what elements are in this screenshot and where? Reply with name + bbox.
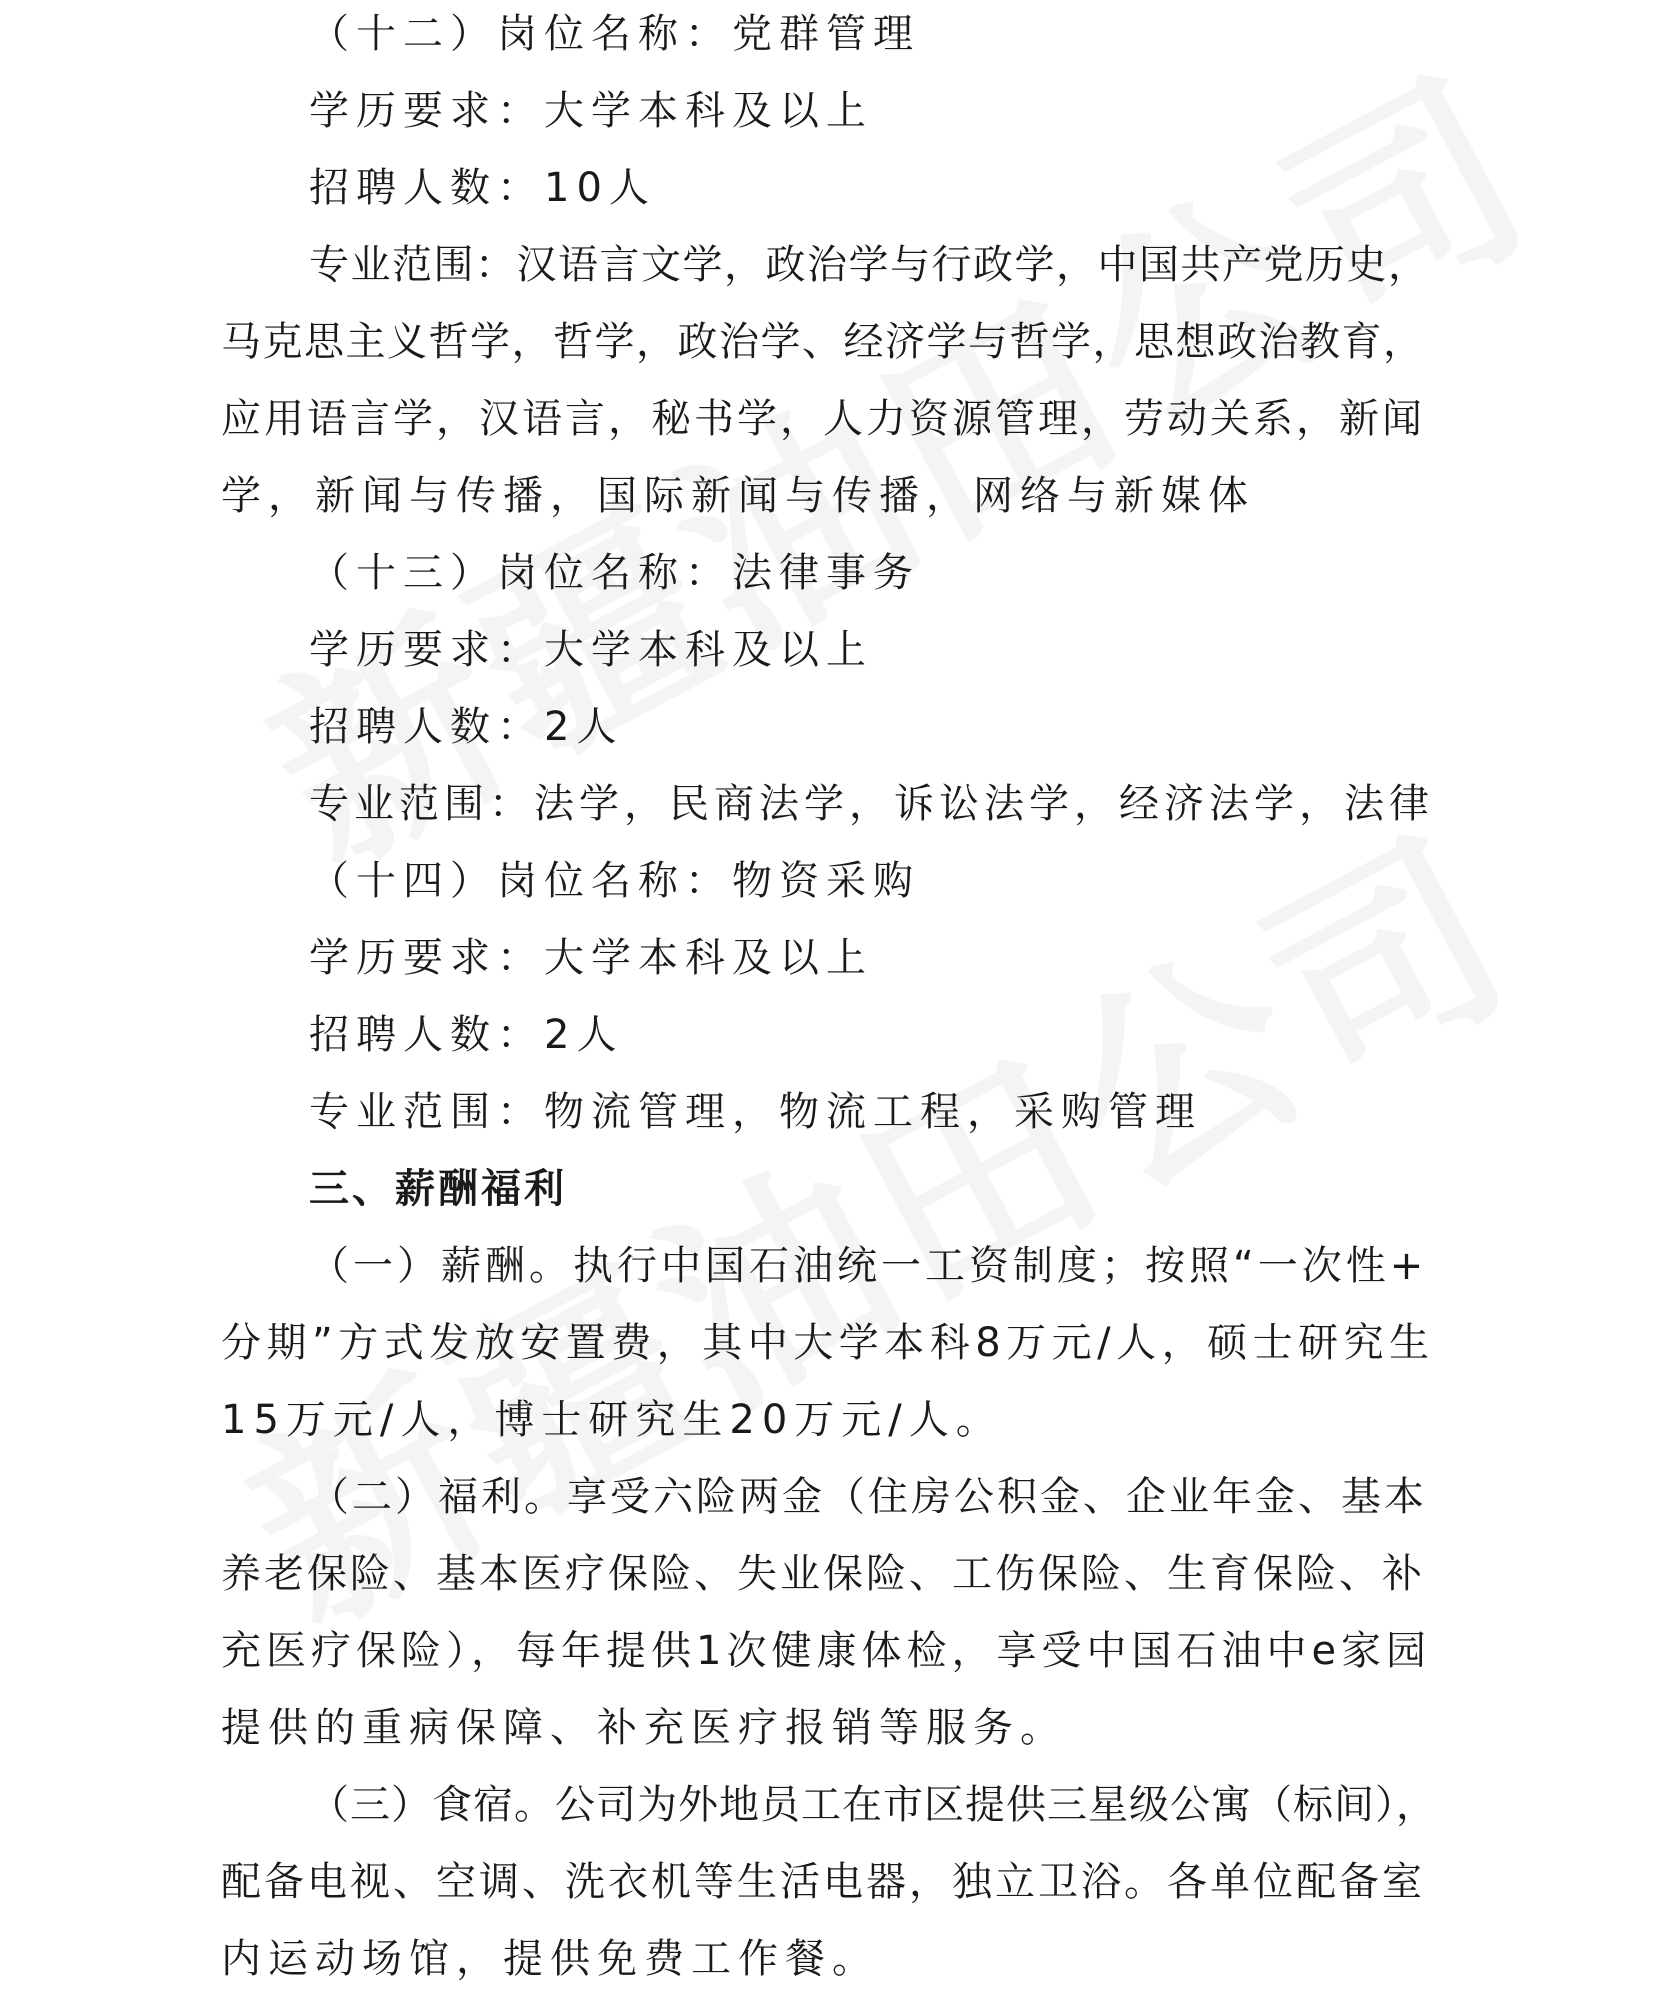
salary-paragraph-cont: 分期”方式发放安置费，其中大学本科8万元/人，硕士研究生	[221, 1320, 1435, 1366]
chapter-heading: 三、薪酬福利	[309, 1166, 567, 1212]
salary-paragraph-cont: 15万元/人，博士研究生20万元/人。	[221, 1397, 1003, 1443]
welfare-paragraph-cont: 充医疗保险），每年提供1次健康体检，享受中国石油中e家园	[221, 1628, 1432, 1674]
major-scope: 专业范围：法学，民商法学，诉讼法学，经济法学，法律	[309, 781, 1434, 827]
accommodation-paragraph: （三）食宿。公司为外地员工在市区提供三星级公寓（标间），	[309, 1782, 1437, 1828]
welfare-paragraph: （二）福利。享受六险两金（住房公积金、企业年金、基本	[309, 1474, 1427, 1520]
hiring-count: 招聘人数：10人	[309, 165, 656, 211]
section-title: （十三）岗位名称：法律事务	[309, 550, 920, 596]
section-title: （十四）岗位名称：物资采购	[309, 858, 920, 904]
education-requirement: 学历要求：大学本科及以上	[309, 627, 873, 673]
hiring-count: 招聘人数：2人	[309, 1012, 624, 1058]
education-requirement: 学历要求：大学本科及以上	[309, 88, 873, 134]
welfare-paragraph-cont: 提供的重病保障、补充医疗报销等服务。	[221, 1705, 1067, 1751]
major-scope: 专业范围：物流管理，物流工程，采购管理	[309, 1089, 1202, 1135]
salary-paragraph: （一）薪酬。执行中国石油统一工资制度；按照“一次性+	[309, 1243, 1428, 1289]
education-requirement: 学历要求：大学本科及以上	[309, 935, 873, 981]
welfare-paragraph-cont: 养老保险、基本医疗保险、失业保险、工伤保险、生育保险、补	[221, 1551, 1425, 1597]
hiring-count: 招聘人数：2人	[309, 704, 624, 750]
major-scope-cont: 学，新闻与传播，国际新闻与传播，网络与新媒体	[221, 473, 1255, 519]
major-scope-cont: 马克思主义哲学，哲学，政治学、经济学与哲学，思想政治教育，	[221, 319, 1425, 365]
section-title: （十二）岗位名称：党群管理	[309, 11, 920, 57]
major-scope: 专业范围：汉语言文学，政治学与行政学，中国共产党历史，	[309, 242, 1430, 288]
accommodation-paragraph-cont: 内运动场馆，提供免费工作餐。	[221, 1936, 879, 1982]
accommodation-paragraph-cont: 配备电视、空调、洗衣机等生活电器，独立卫浴。各单位配备室	[221, 1859, 1425, 1905]
major-scope-cont: 应用语言学，汉语言，秘书学，人力资源管理，劳动关系，新闻	[221, 396, 1425, 442]
